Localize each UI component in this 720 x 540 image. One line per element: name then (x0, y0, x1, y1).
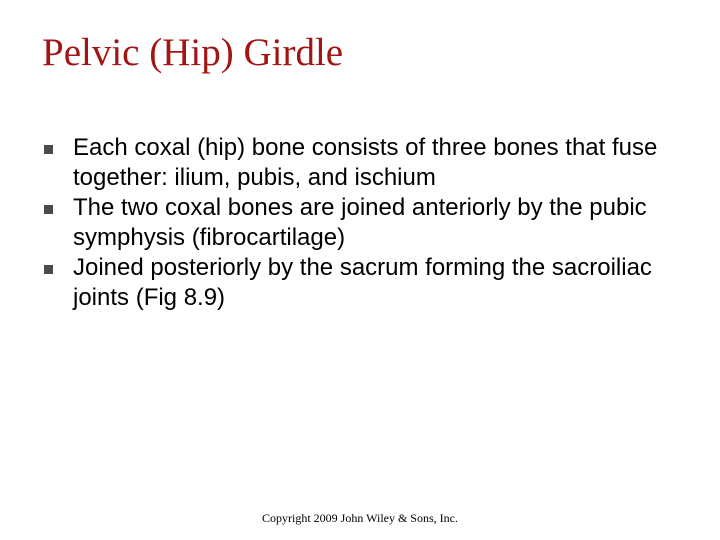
bullet-item (44, 253, 694, 313)
bullet-text: Joined posteriorly by the sacrum forming the sacroiliac joints (Fig 8.9) (73, 254, 652, 311)
bullet-item (44, 133, 694, 193)
bullet-item (44, 193, 694, 253)
square-bullet-icon (44, 265, 53, 274)
bullet-text: Each coxal (hip) bone consists of three bones that fuse together: ilium, pubis, and ischium (73, 134, 658, 191)
bullet-list (44, 133, 694, 313)
square-bullet-icon (44, 145, 53, 154)
slide-title: Pelvic (Hip) Girdle (42, 31, 344, 74)
square-bullet-icon (44, 205, 53, 214)
bullet-text: The two coxal bones are joined anteriorly by the pubic symphysis (fibrocartilage) (73, 194, 647, 251)
copyright-footer: Copyright 2009 John Wiley & Sons, Inc. (262, 511, 458, 525)
